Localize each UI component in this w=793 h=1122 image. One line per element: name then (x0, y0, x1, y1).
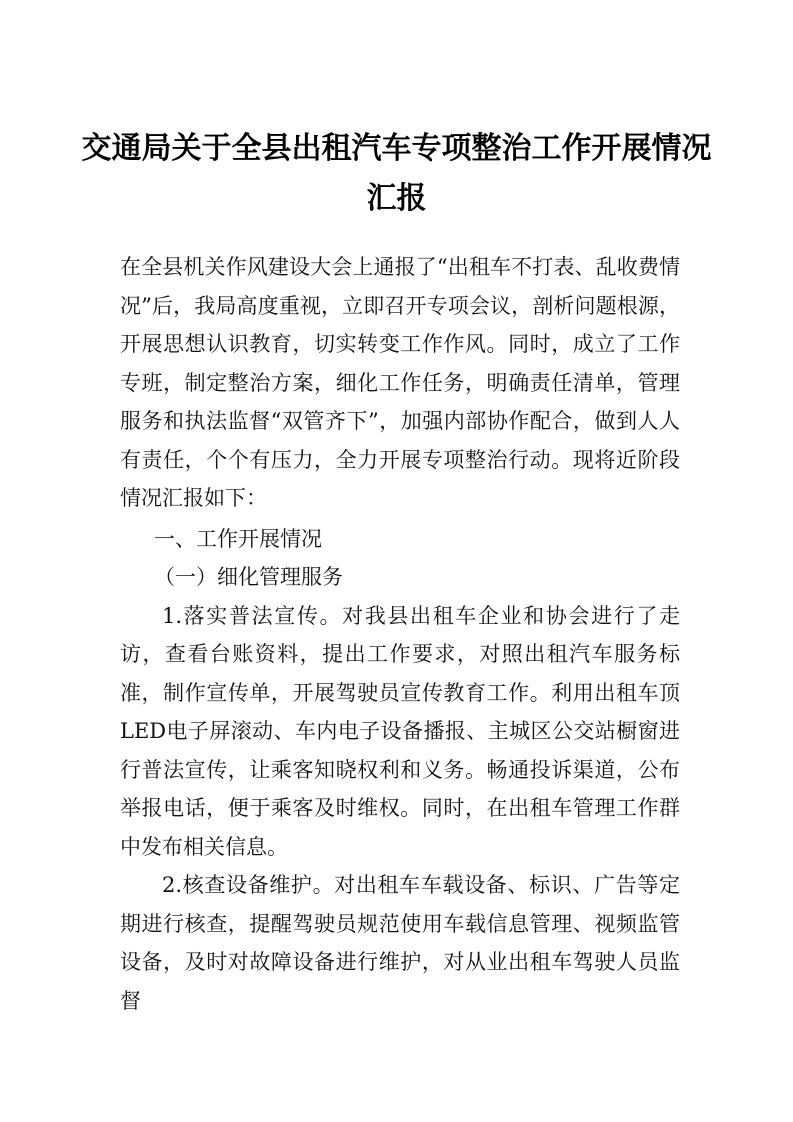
item-paragraph-1: 1.落实普法宣传。对我县出租车企业和协会进行了走访，查看台账资料，提出工作要求，对照出租汽车服务标准，制作宣传单，开展驾驶员宣传教育工作。利用出租车顶LED电子屏滚动、车内电子设备播报、主城区公交站橱窗进行普法宣传，让乘客知晓权利和义务。畅通投诉渠道，公布举报电话，便于乘客及时维权。同时，在出租车管理工作群中发布相关信息。 (120, 603, 680, 859)
section-heading: 一、工作开展情况 (154, 526, 322, 551)
document-title: 交通局关于全县出租汽车专项整治工作开展情况汇报 (81, 131, 712, 216)
subsection-heading: （一）细化管理服务 (154, 565, 343, 589)
intro-paragraph: 在全县机关作风建设大会上通报了“出租车不打表、乱收费情况”后，我局高度重视，立即召开专项会议，剖析问题根源，开展思想认识教育，切实转变工作作风。同时，成立了工作专班，制定整治方案，细化工作任务，明确责任清单，管理服务和执法监督“双管齐下”，加强内部协作配合，做到人人有责任，个个有压力，全力开展专项整治行动。现将近阶段情况汇报如下： (120, 255, 680, 510)
item-paragraph-2: 2.核查设备维护。对出租车车载设备、标识、广告等定期进行核查，提醒驾驶员规范使用车载信息管理、视频监管设备，及时对故障设备进行维护，对从业出租车驾驶人员监督 (120, 873, 680, 1013)
document-body (120, 248, 680, 1020)
